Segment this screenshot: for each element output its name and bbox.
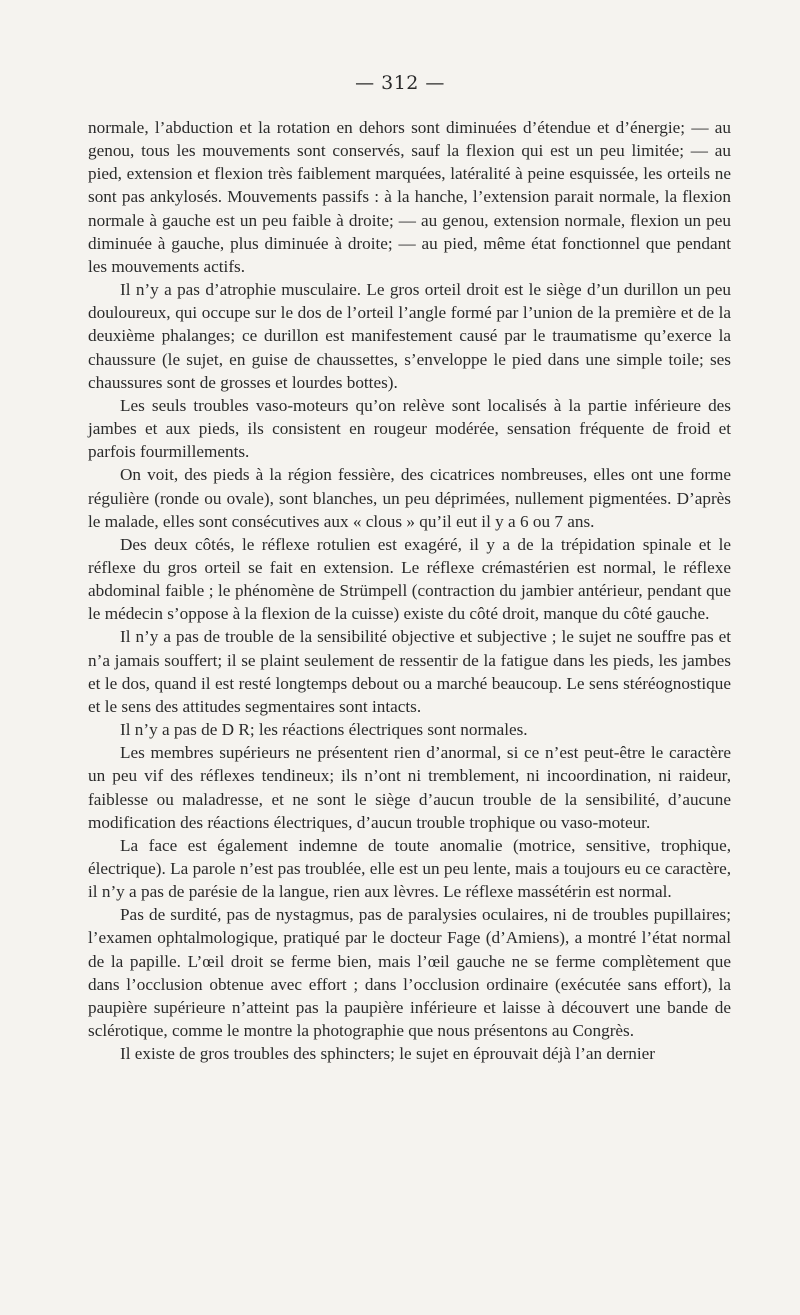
body-text (88, 116, 731, 1065)
page-number: — 312 — (355, 72, 445, 94)
paragraph-electrical: Il n’y a pas de D R; les réactions électriques sont normales. (120, 720, 528, 740)
paragraph-face: La face est également indemne de toute anomalie (motrice, sensitive, trophique, électrique). La parole n’est pas troublée, elle est un peu lente, mais a toujours eu ce caractère, il n’y a pas de parésie de la langue, rien aux lèvres. Le réflexe massétérin est normal. (88, 835, 731, 902)
paragraph-sphincters: Il existe de gros troubles des sphincters; le sujet en éprouvait déjà l’an dernier (120, 1044, 656, 1064)
paragraph-scars: On voit, des pieds à la région fessière, des cicatrices nombreuses, elles ont une forme régulière (ronde ou ovale), sont blanches, un peu déprimées, nullement pigmentées. D’après le malade, elles sont consécutives aux « clous » qu’il eut il y a 6 ou 7 ans. (88, 465, 731, 531)
paragraph-reflexes: Des deux côtés, le réflexe rotulien est exagéré, il y a de la trépidation spinale et le réflexe du gros orteil se fait en extension. Le réflexe crémastérien est normal, le réflexe abdominal faible ; le phénomène de Strümpell (contraction du jambier antérieur, pendant que le médecin s’oppose à la flexion de la cuisse) existe du côté droit, manque du côté gauche. (88, 534, 731, 624)
paragraph-upper-limbs: Les membres supérieurs ne présentent rien d’anormal, si ce n’est peut-être le caractère un peu vif des réflexes tendineux; ils n’ont ni tremblement, ni incoordination, ni raideur, faiblesse ou maladresse, et ne sont le siège d’aucun trouble de la sensibilité, d’aucune modification des réactions électriques, d’aucun trouble trophique ou vaso-moteur. (88, 743, 731, 832)
paragraph-ocular: Pas de surdité, pas de nystagmus, pas de paralysies oculaires, ni de troubles pupillaires; l’examen ophtalmologique, pratiqué par le docteur Fage (d’Amiens), a montré l’état normal de la papille. L’œil droit se ferme bien, mais l’œil gauche ne se ferme complètement que dans l’occlusion obtenue avec effort ; dans l’occlusion ordinaire (exécutée sans effort), la paupière supérieure n’atteint pas la paupière inférieure et laisse à découvert une bande de sclérotique, comme le montre la photographie que nous présentons au Congrès. (88, 905, 731, 1041)
paragraph-vasomotor: Les seuls troubles vaso-moteurs qu’on relève sont localisés à la partie inférieure des jambes et aux pieds, ils consistent en rougeur modérée, sensation fréquente de froid et parfois fourmillements. (88, 395, 731, 462)
paragraph-sensibility: Il n’y a pas de trouble de la sensibilité objective et subjective ; le sujet ne souffre pas et n’a jamais souffert; il se plaint seulement de ressentir de la fatigue dans les pieds, les jambes et le dos, quand il est resté longtemps debout ou a marché beaucoup. Le sens stéréognostique et le sens des attitudes segmentaires sont intacts. (88, 627, 731, 716)
paragraph-atrophy: Il n’y a pas d’atrophie musculaire. Le gros orteil droit est le siège d’un durillon un peu douloureux, qui occupe sur le dos de l’orteil l’angle formé par l’union de la première et de la deuxième phalanges; ce durillon est manifestement causé par le traumatisme qu’exerce la chaussure (le sujet, en guise de chaussettes, s’enveloppe le pied dans une simple toile; ses chaussures sont de grosses et lourdes bottes). (88, 280, 731, 392)
paragraph-motor-exam: normale, l’abduction et la rotation en dehors sont diminuées d’étendue et d’énergie; — au genou, tous les mouvements sont conservés, sauf la flexion qui est un peu limitée; — au pied, extension et flexion très faiblement marquées, latéralité à peine esquissée, les orteils ne sont pas ankylosés. Mouvements passifs : à la hanche, l’extension parait normale, la flexion normale à gauche est un peu faible à droite; — au genou, extension normale, flexion un peu diminuée à gauche, plus diminuée à droite; — au pied, même état fonctionnel que pendant les mouvements actifs. (88, 118, 731, 276)
